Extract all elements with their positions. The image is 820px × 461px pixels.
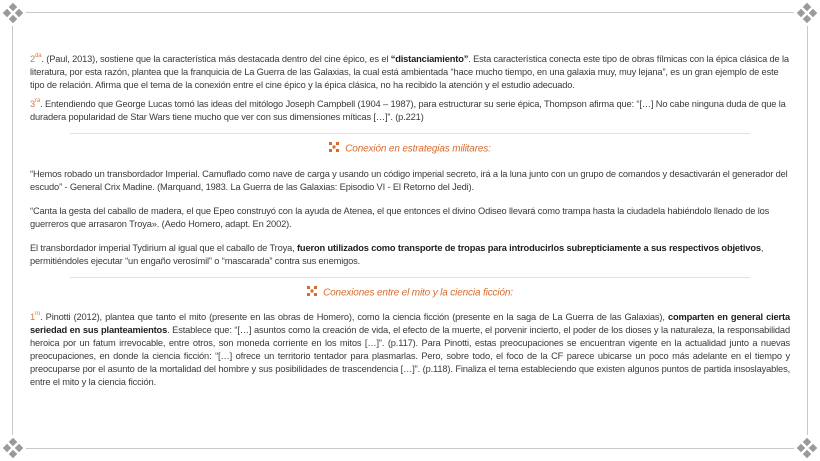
item-number: $2^{da}$ bbox=[30, 53, 42, 64]
quote-homero: “Canta la gesta del caballo de madera, el que Epeo construyó con la ayuda de Atenea, el que entonces el divino Odiseo llevará como trampa hasta la ciudadela habiéndolo llenado de los guerreros que arrasaron Troya». (Aedo Homero, adapt. En 2002). bbox=[30, 206, 770, 229]
document-body bbox=[30, 53, 790, 389]
cross-ornament-icon bbox=[307, 286, 317, 300]
section-heading-myth-scifi: Conexiones entre el mito y la ciencia ficción: bbox=[30, 286, 790, 300]
quote-madine: “Hemos robado un transbordador Imperial. Camuflado como nave de carga y usando un código imperial secreto, irá a la luna junto con un grupo de comandos y desactivarán el generador del escudo” - General Crix Madine. (Marquand, 1983. La Guerra de las Galaxias: Episodio VI - El Retorno del Jedi). bbox=[30, 169, 788, 192]
section-separator bbox=[70, 277, 750, 278]
corner-diamond-ornament-icon bbox=[796, 437, 818, 459]
corner-diamond-ornament-icon bbox=[796, 2, 818, 24]
paragraph-campbell: $3^{ra}$. Entendiendo que George Lucas tomó las ideas del mitólogo Joseph Campbell (1904 – 1987), para estructurar su serie épica, Thompson afirma que: “[…] No cabe ninguna duda de que la duradera popularidad de Star Wars tiene mucho que ver con sus dimensiones míticas […]”. (p.221) bbox=[30, 98, 786, 122]
frame-right-line bbox=[807, 26, 808, 435]
corner-diamond-ornament-icon bbox=[2, 2, 24, 24]
item-number: $3^{ra}$ bbox=[30, 98, 41, 109]
section-separator bbox=[70, 133, 750, 134]
paragraph-pinotti: $1^{ro}$. Pinotti (2012), plantea que tanto el mito (presente en las obras de Homero), como la ciencia ficción (presente en la saga de La Guerra de las Galaxias), comparten en general cierta seriedad en sus planteamientos. Establece que: “[…] asuntos como la creación de vida, el efecto de la muerte, el porvenir incierto, el poder de los dioses y la naturaleza, la responsabilidad heroica por un fatum irrevocable, entre otros, son moneda corriente en los mitos […]”. (p.117). Para Pinotti, estas preocupaciones se encuentran vigente en la actualidad junto a nuevas preocupaciones, en donde la ciencia ficción: “[…] ofrece un territorio tentador para plasmarlas. Pero, sobre todo, el foco de la CF parece ubicarse un poco más adelante en el tiempo y preocuparse por el asunto de la mortalidad del hombre y sus posibilidades de trascendencia […]”. (p.118). Finaliza el tema estableciendo que existen algunos puntos de partida insoslayables, entre el mito y la ciencia ficción. bbox=[30, 311, 790, 387]
frame-top-line bbox=[26, 12, 794, 13]
section-heading-military: Conexión en estrategias militares: bbox=[30, 142, 790, 156]
frame-bottom-line bbox=[26, 448, 794, 449]
paragraph-tydirium: El transbordador imperial Tydirium al igual que el caballo de Troya, fueron utilizados como transporte de tropas para introducirlos subrepticiamente a sus respectivos objetivos, permitiéndoles ejecutar “un engaño verosímil” o “mascarada” contra sus enemigos. bbox=[30, 243, 764, 266]
corner-diamond-ornament-icon bbox=[2, 437, 24, 459]
paragraph-distanciamiento: $2^{da}$. (Paul, 2013), sostiene que la característica más destacada dentro del cine épico, es el “distanciamiento”. Esta característica conecta este tipo de obras fílmicas con la épica clásica de la literatura, por esta razón, plantea que la franquicia de La Guerra de las Galaxias, la cual está ambientada “hace mucho tiempo, en una galaxia muy, muy lejana”, es un gran ejemplo de este tipo de relación. Afirma que el tema de la conexión entre el cine épico y la épica clásica, no ha recibido la atención y el estudio adecuado. bbox=[30, 53, 789, 90]
item-number: $1^{ro}$ bbox=[30, 311, 41, 322]
cross-ornament-icon bbox=[329, 142, 339, 156]
frame-left-line bbox=[12, 26, 13, 435]
